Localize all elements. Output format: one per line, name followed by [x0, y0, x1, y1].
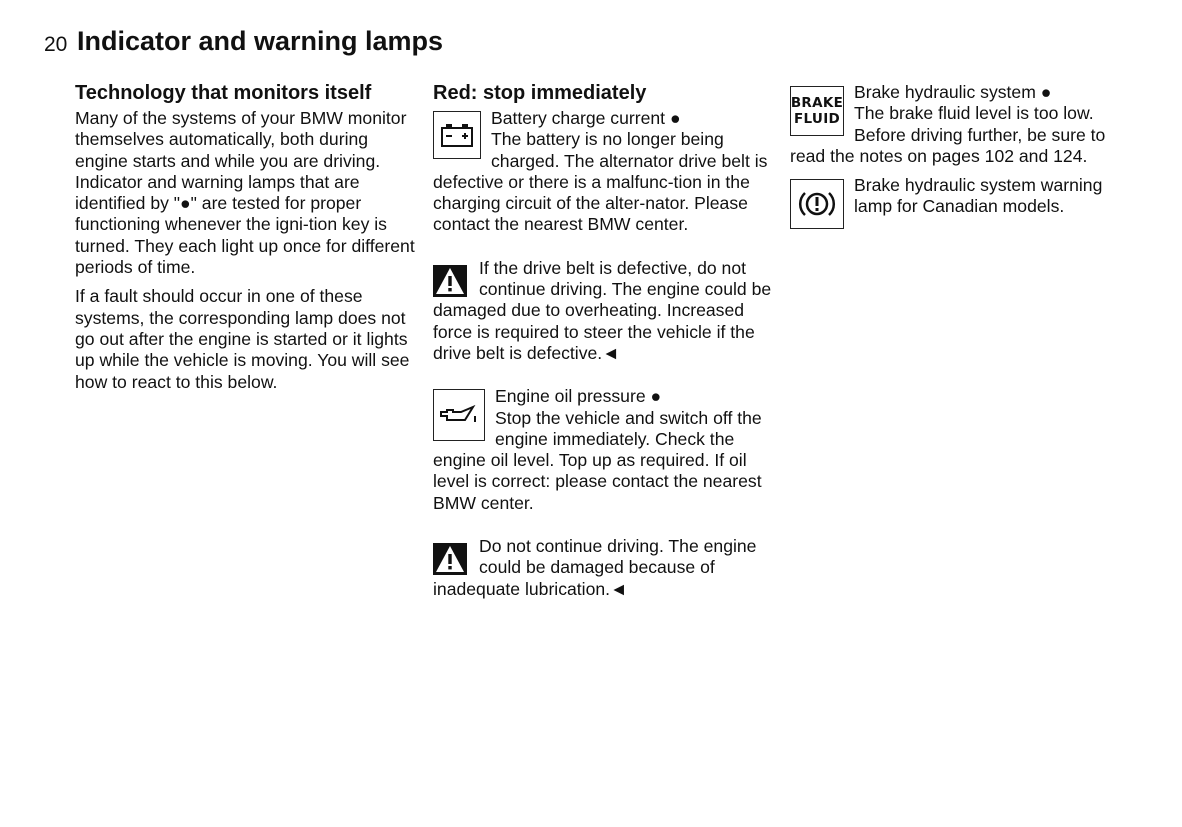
technology-paragraph-2: If a fault should occur in one of these systems, the corresponding lamp does not go out after the engine is started or it lights up while the vehicle is moving. You will see how to react to this below.: [75, 286, 410, 392]
column-brake: [790, 80, 1135, 231]
oil-pressure-section: [433, 386, 778, 514]
drive-belt-warning-text: If the drive belt is defective, do not continue driving. The engine could be damaged due to overheating. Increased force is required to steer the vehicle if the drive belt is defective.◄: [433, 257, 772, 363]
oil-can-icon: [433, 389, 485, 441]
column-red-stop: [433, 80, 778, 600]
brake-warning-icon: [790, 179, 844, 229]
brake-label-line-2: FLUID: [793, 111, 841, 127]
oil-pressure-title: Engine oil pressure ●: [495, 386, 662, 407]
battery-section: [433, 108, 778, 236]
oil-pressure-text: Stop the vehicle and switch off the engine immediately. Check the engine oil level. Top up as required. If oil level is correct: please contact the nearest BMW center.: [433, 407, 762, 513]
technology-paragraph-1: Many of the systems of your BMW monitor themselves automatically, both during engine starts and while you are driving. Indicator and warning lamps that are identified by "●" are tested for proper functioning whenever the igni-tion key is turned. They each light up once for different periods of time.: [75, 108, 415, 278]
brake-fluid-icon: [790, 86, 844, 136]
drive-belt-warning: [433, 258, 778, 364]
warning-triangle-icon: [433, 265, 467, 297]
battery-icon: [433, 111, 481, 159]
section-heading-technology: Technology that monitors itself: [75, 82, 372, 104]
canada-brake-section: [790, 175, 1135, 231]
brake-label-line-1: BRAKE: [790, 95, 844, 111]
page-number: 20: [44, 33, 68, 56]
section-heading-red-stop: Red: stop immediately: [433, 82, 647, 104]
brake-fluid-section: [790, 82, 1135, 167]
brake-title: Brake hydraulic system ●: [854, 82, 1052, 102]
lubrication-warning-text: Do not continue driving. The engine could be damaged because of inadequate lubrication.◄: [433, 536, 757, 599]
page-title: Indicator and warning lamps: [77, 26, 444, 56]
brake-text: The brake fluid level is too low. Before driving further, be sure to read the notes on pages 102 and 124.: [790, 103, 1106, 166]
canada-brake-text: Brake hydraulic system warning lamp for Canadian models.: [854, 175, 1103, 217]
battery-title: Battery charge current ●: [491, 108, 681, 128]
warning-triangle-icon: [433, 543, 467, 575]
lubrication-warning: [433, 536, 778, 600]
battery-text: The battery is no longer being charged. The alternator drive belt is defective or there is a malfunc-tion in the charging circuit of the alter-nator. Please contact the nearest BMW center.: [433, 129, 768, 235]
column-technology: [75, 80, 420, 393]
